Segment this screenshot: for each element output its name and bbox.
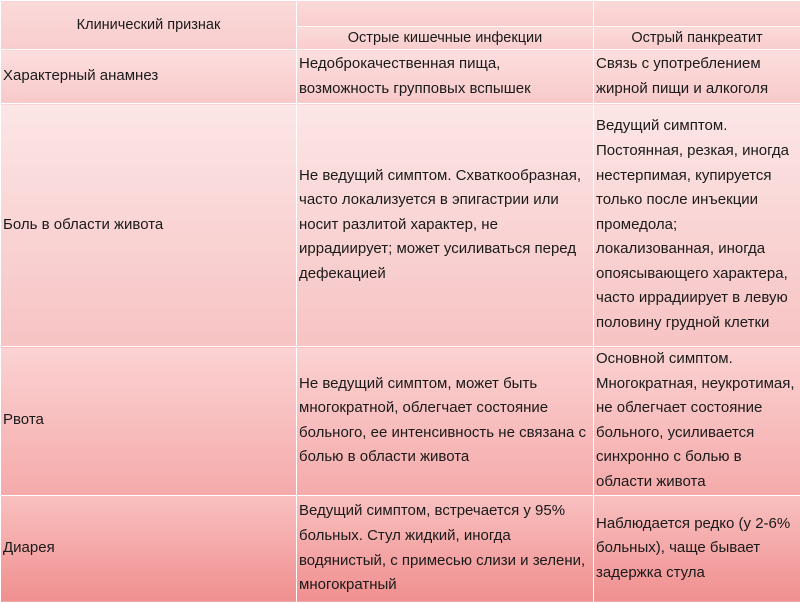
- table-row: [1, 347, 800, 496]
- header-col-intestinal: Острые кишечные инфекции: [297, 27, 594, 50]
- row-pancreatitis-cell: Связь с употреблением жирной пищи и алкоголя: [594, 50, 800, 104]
- row-feature: Боль в области живота: [1, 104, 297, 347]
- header-feature: Клинический признак: [1, 1, 297, 50]
- row-feature: Характерный анамнез: [1, 50, 297, 104]
- header-row-top: [1, 1, 800, 27]
- row-intestinal-cell: Не ведущий симптом. Схваткообразная, часто локализуется в эпигастрии или носит разлитой характер, не иррадиирует; может усиливаться перед дефекацией: [297, 104, 594, 347]
- row-intestinal-cell: Не ведущий симптом, может быть многократной, облегчает состояние больного, ее интенсивность не связана с болью в области живота: [297, 347, 594, 496]
- row-feature: Диарея: [1, 495, 297, 602]
- table-row: [1, 104, 800, 347]
- table-row: [1, 50, 800, 104]
- row-pancreatitis-cell: Ведущий симптом. Постоянная, резкая, иногда нестерпимая, купируется только после инъекции промедола; локализованная, иногда опоясывающего характера, часто иррадиирует в левую половину грудной клетки: [594, 104, 800, 347]
- row-pancreatitis-cell: Наблюдается редко (у 2-6% больных), чаще бывает задержка стула: [594, 495, 800, 602]
- header-col-pancreatitis: Острый панкреатит: [594, 27, 800, 50]
- header-empty-cell: [594, 1, 800, 27]
- row-intestinal-cell: Недоброкачественная пища, возможность групповых вспышек: [297, 50, 594, 104]
- row-pancreatitis-cell: Основной симптом. Многократная, неукротимая, не облегчает состояние больного, усиливается синхронно с болью в области живота: [594, 347, 800, 496]
- table-row: [1, 495, 800, 602]
- row-intestinal-cell: Ведущий симптом, встречается у 95% больных. Стул жидкий, иногда водянистый, с примесью слизи и зелени, многократный: [297, 495, 594, 602]
- header-empty-cell: [297, 1, 594, 27]
- row-feature: Рвота: [1, 347, 297, 496]
